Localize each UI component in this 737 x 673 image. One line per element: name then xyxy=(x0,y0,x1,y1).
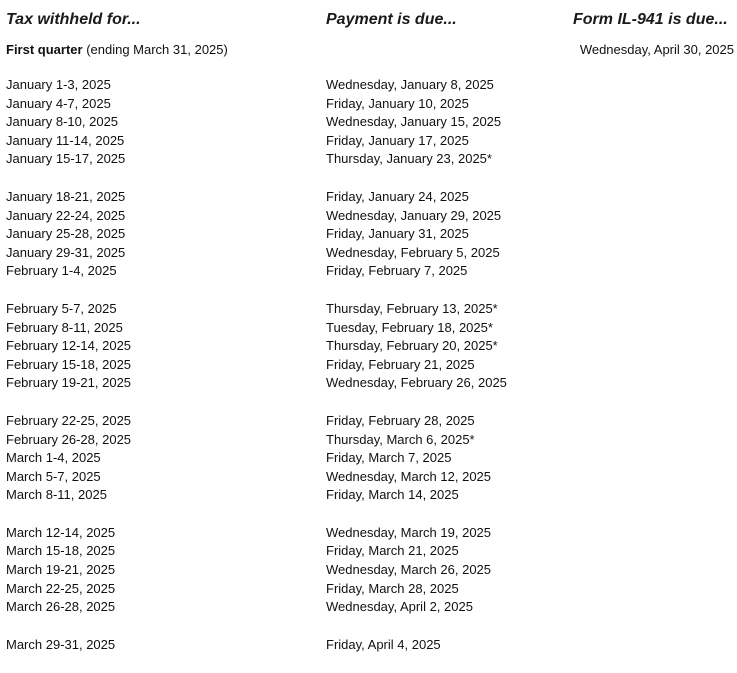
withheld-period: February 1-4, 2025 xyxy=(6,263,117,279)
schedule-row xyxy=(0,374,737,393)
schedule-row xyxy=(0,431,737,450)
withheld-period: February 15-18, 2025 xyxy=(6,356,132,372)
schedule-group xyxy=(0,636,737,655)
payment-due-date: Friday, March 14, 2025 xyxy=(326,487,459,503)
payment-due-date: Friday, January 24, 2025 xyxy=(326,188,469,204)
schedule-row xyxy=(0,244,737,263)
payment-due-date: Wednesday, January 29, 2025 xyxy=(326,207,502,223)
payment-due-date: Friday, February 28, 2025 xyxy=(326,412,475,428)
schedule-row xyxy=(0,113,737,132)
payment-due-date: Friday, January 10, 2025 xyxy=(326,95,469,111)
schedule-group xyxy=(0,412,737,505)
schedule-row xyxy=(0,95,737,114)
withheld-period: March 22-25, 2025 xyxy=(6,580,116,596)
schedule-row xyxy=(0,449,737,468)
schedule-row xyxy=(0,300,737,319)
schedule-row xyxy=(0,150,737,169)
schedule-row xyxy=(0,262,737,281)
withheld-period: February 22-25, 2025 xyxy=(6,412,132,428)
payment-due-date: Wednesday, March 12, 2025 xyxy=(326,468,492,484)
withheld-period: January 22-24, 2025 xyxy=(6,207,126,223)
payment-due-date: Friday, March 21, 2025 xyxy=(326,543,459,559)
schedule-row xyxy=(0,132,737,151)
schedule-row xyxy=(0,524,737,543)
withheld-period: March 5-7, 2025 xyxy=(6,468,101,484)
schedule-row xyxy=(0,76,737,95)
payment-due-date: Thursday, February 20, 2025* xyxy=(326,338,498,354)
payment-due-date: Tuesday, February 18, 2025* xyxy=(326,319,493,335)
schedule-row xyxy=(0,188,737,207)
payment-due-date: Friday, February 7, 2025 xyxy=(326,263,468,279)
header-payment-due: Payment is due... xyxy=(326,11,457,28)
withheld-period: January 25-28, 2025 xyxy=(6,226,126,242)
payment-due-date: Thursday, January 23, 2025* xyxy=(326,151,492,167)
payment-due-date: Wednesday, January 15, 2025 xyxy=(326,114,502,130)
payment-due-date: Wednesday, January 8, 2025 xyxy=(326,77,494,92)
withheld-period: January 4-7, 2025 xyxy=(6,95,111,111)
schedule-group xyxy=(0,76,737,169)
payment-due-date: Friday, April 4, 2025 xyxy=(326,636,441,652)
withheld-period: January 8-10, 2025 xyxy=(6,114,119,130)
withheld-period: January 15-17, 2025 xyxy=(6,151,126,167)
header-form-due: Form IL-941 is due... xyxy=(573,11,728,28)
schedule-row xyxy=(0,319,737,338)
payment-due-date: Friday, March 28, 2025 xyxy=(326,580,459,596)
schedule-table xyxy=(0,76,737,673)
withheld-period: March 19-21, 2025 xyxy=(6,562,116,578)
withheld-period: February 5-7, 2025 xyxy=(6,300,117,316)
schedule-row xyxy=(0,468,737,487)
payment-due-date: Friday, January 17, 2025 xyxy=(326,132,469,148)
payment-due-date: Friday, January 31, 2025 xyxy=(326,226,469,242)
schedule-row xyxy=(0,337,737,356)
schedule-row xyxy=(0,412,737,431)
schedule-row xyxy=(0,636,737,655)
payment-due-date: Thursday, February 13, 2025* xyxy=(326,300,498,316)
withheld-period: March 12-14, 2025 xyxy=(6,524,116,540)
withheld-period: March 26-28, 2025 xyxy=(6,599,116,615)
quarter-row xyxy=(6,42,734,57)
quarter-label: First quarter xyxy=(6,42,83,57)
withheld-period: February 19-21, 2025 xyxy=(6,375,132,391)
withheld-period: January 29-31, 2025 xyxy=(6,244,126,260)
withheld-period: March 15-18, 2025 xyxy=(6,543,116,559)
withheld-period: January 1-3, 2025 xyxy=(6,77,111,92)
schedule-row xyxy=(0,356,737,375)
quarter-ending: (ending March 31, 2025) xyxy=(82,42,228,57)
payment-due-date: Thursday, March 6, 2025* xyxy=(326,431,475,447)
schedule-group xyxy=(0,524,737,617)
payment-due-date: Wednesday, February 26, 2025 xyxy=(326,375,507,391)
schedule-row xyxy=(0,580,737,599)
schedule-group xyxy=(0,300,737,393)
withheld-period: January 11-14, 2025 xyxy=(6,132,125,148)
payment-due-date: Friday, March 7, 2025 xyxy=(326,450,452,466)
payment-due-date: Wednesday, March 19, 2025 xyxy=(326,524,492,540)
schedule-group xyxy=(0,188,737,281)
quarter-form-due-date: Wednesday, April 30, 2025 xyxy=(579,42,734,57)
payment-due-date: Wednesday, March 26, 2025 xyxy=(326,562,492,578)
withheld-period: February 8-11, 2025 xyxy=(6,319,123,335)
withheld-period: March 29-31, 2025 xyxy=(6,636,116,652)
header-tax-withheld: Tax withheld for... xyxy=(6,11,141,28)
schedule-row xyxy=(0,486,737,505)
withheld-period: January 18-21, 2025 xyxy=(6,188,126,204)
payment-due-date: Wednesday, February 5, 2025 xyxy=(326,244,500,260)
payment-due-date: Wednesday, April 2, 2025 xyxy=(326,599,473,615)
schedule-row xyxy=(0,225,737,244)
withheld-period: February 26-28, 2025 xyxy=(6,431,132,447)
withheld-period: March 8-11, 2025 xyxy=(6,487,107,503)
schedule-row xyxy=(0,561,737,580)
schedule-row xyxy=(0,207,737,226)
withheld-period: March 1-4, 2025 xyxy=(6,450,101,466)
schedule-row xyxy=(0,542,737,561)
withheld-period: February 12-14, 2025 xyxy=(6,338,132,354)
schedule-row xyxy=(0,598,737,617)
payment-due-date: Friday, February 21, 2025 xyxy=(326,356,475,372)
